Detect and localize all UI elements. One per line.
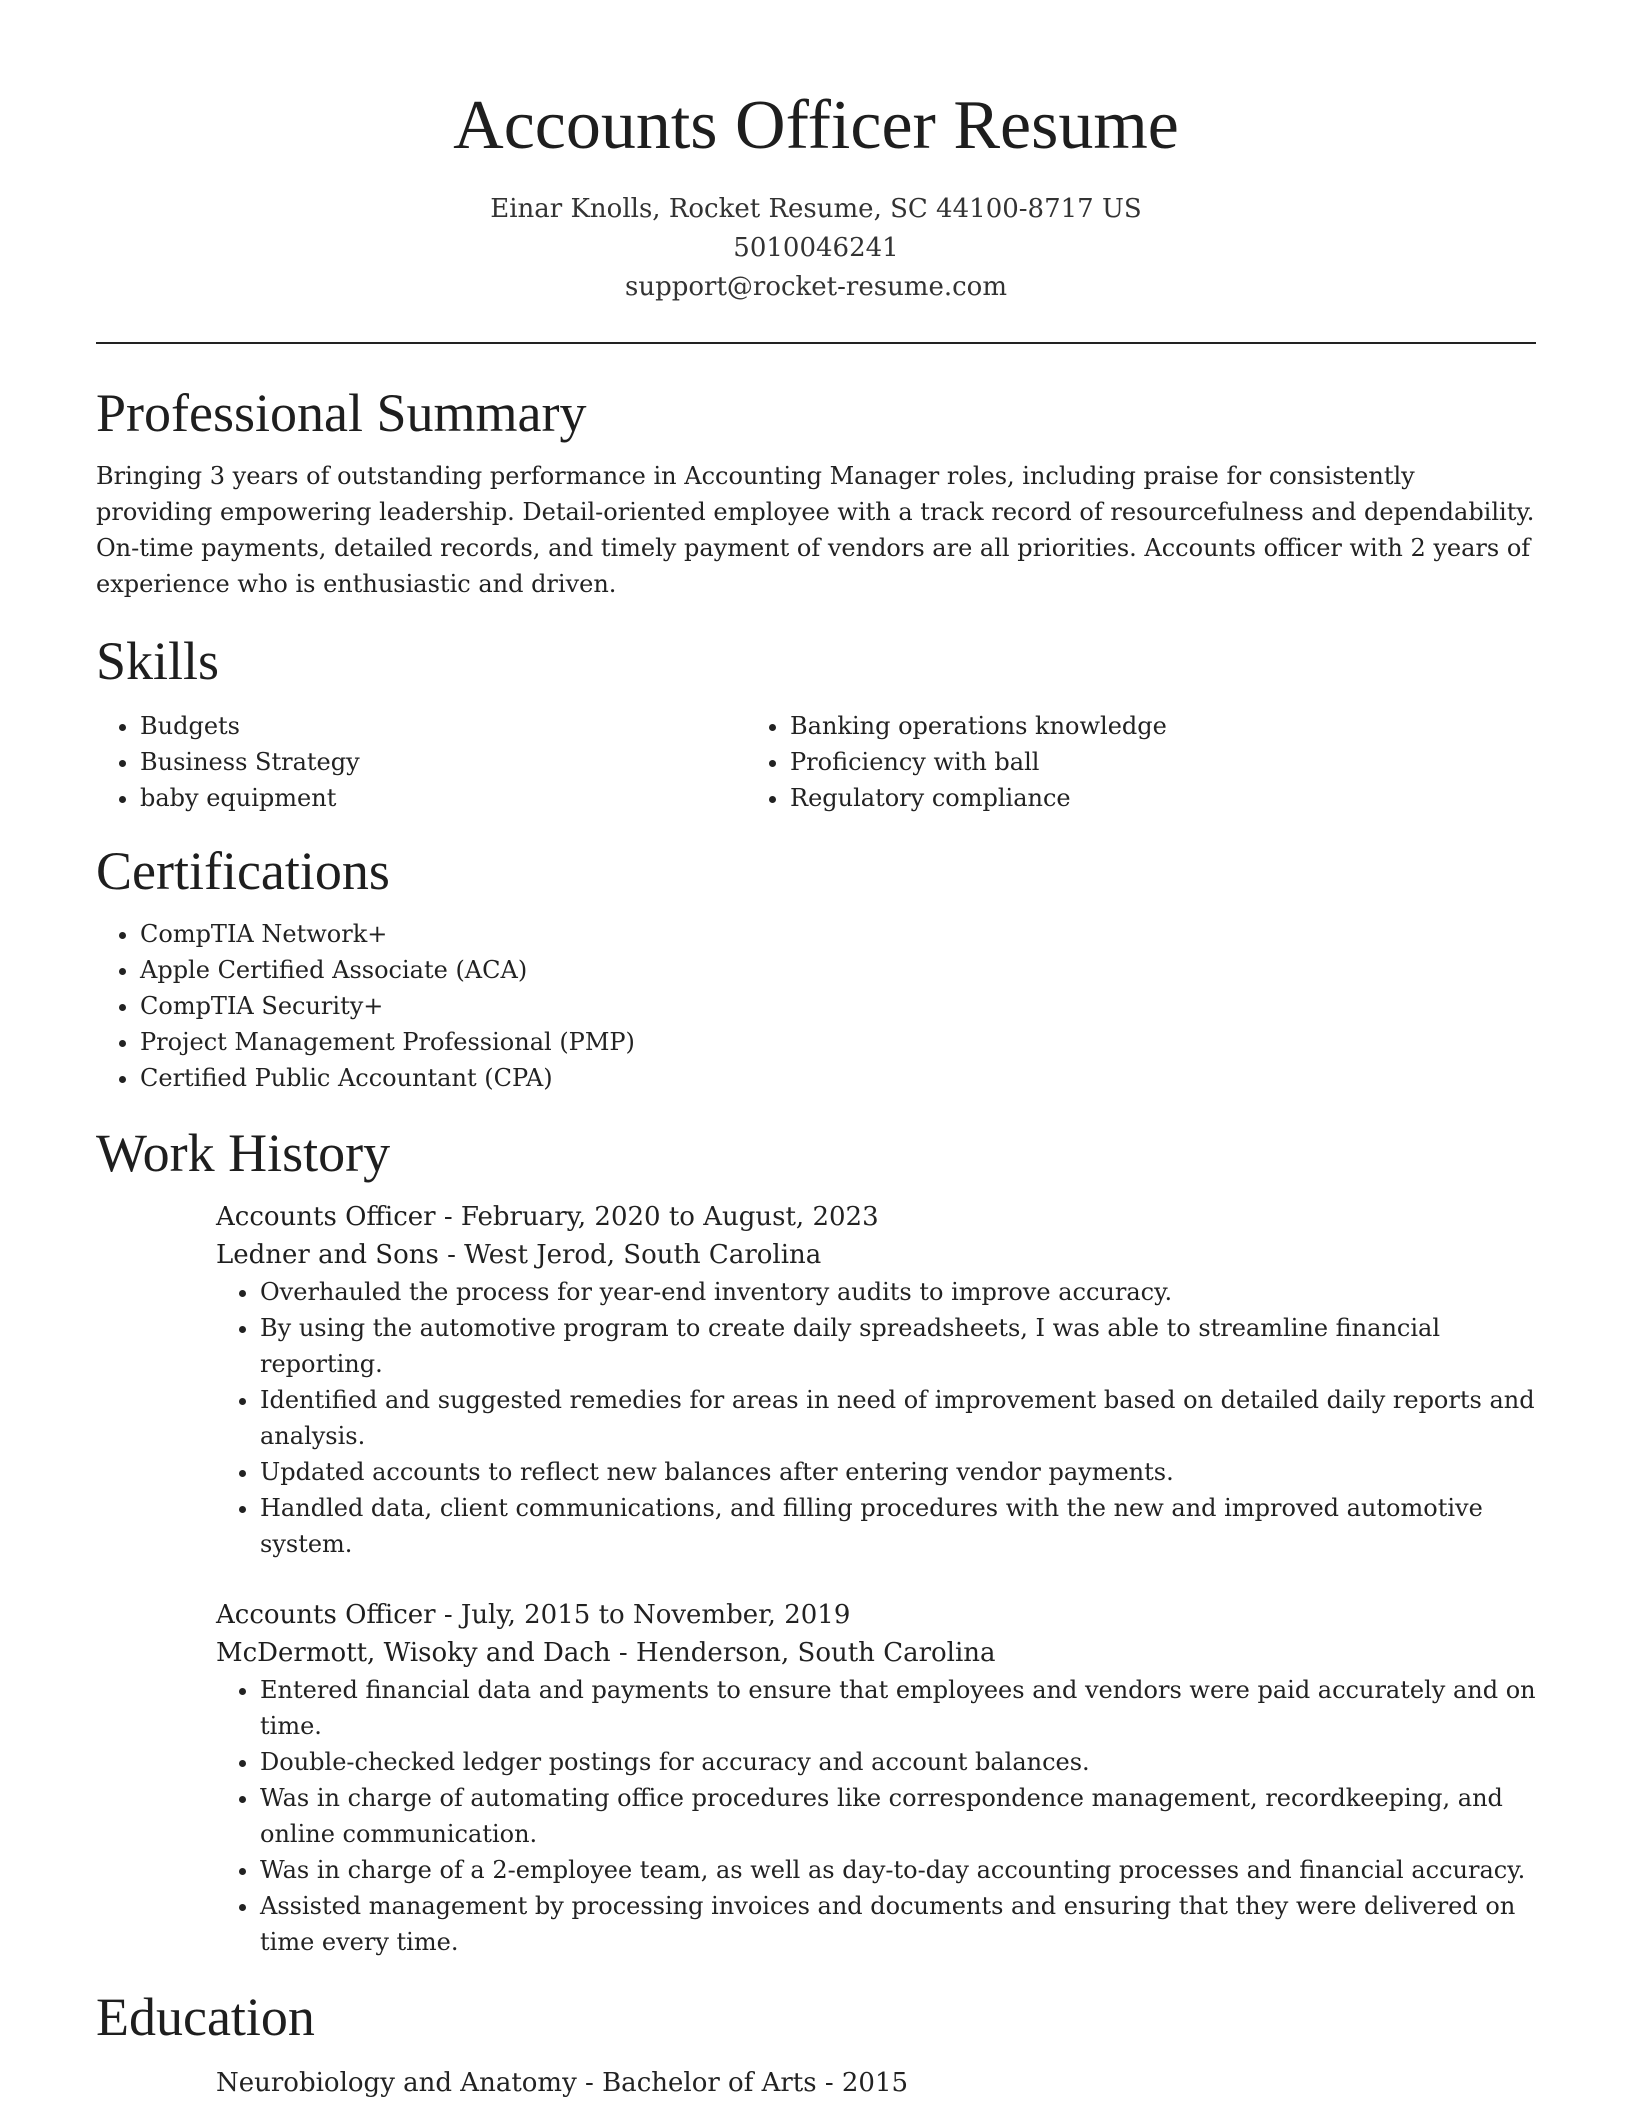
education-entry <box>216 2064 1536 2102</box>
job-duty-item: • Updated accounts to reflect new balances after entering vendor payments. <box>260 1454 1536 1490</box>
skills-section <box>96 626 1536 816</box>
skill-item: • Business Strategy <box>140 744 746 780</box>
education-degree: Neurobiology and Anatomy <box>216 2068 577 2098</box>
job-duty-item: • Overhauled the process for year-end inventory audits to improve accuracy. <box>260 1274 1536 1310</box>
job-duty-item: • Was in charge of a 2-employee team, as well as day-to-day accounting processes and financial accuracy. <box>260 1852 1536 1888</box>
summary-text: Bringing 3 years of outstanding performance in Accounting Manager roles, including praise for consistently providing empowering leadership. Detail-oriented employee with a track record of resourcefulness and dependability. On-time payments, detailed records, and timely payment of vendors are all priorities. Accounts officer with 2 years of experience who is enthusiastic and driven. <box>96 462 1535 598</box>
work-history-heading: Work History <box>96 1123 391 1183</box>
education-section <box>96 1982 1536 2102</box>
job-company: Ledner and Sons <box>216 1240 439 1270</box>
summary-heading: Professional Summary <box>96 383 587 443</box>
certifications-section <box>96 836 1536 1096</box>
work-history-section <box>96 1118 1536 1960</box>
contact-phone: 5010046241 <box>733 233 899 263</box>
skill-item: • Proficiency with ball <box>790 744 1396 780</box>
job-role: Accounts Officer <box>216 1202 436 1232</box>
job-title-line <box>216 1596 1536 1634</box>
education-heading: Education <box>96 1987 315 2047</box>
skill-item: • Budgets <box>140 708 746 744</box>
job-location: - West Jerod, South Carolina <box>438 1240 822 1270</box>
job-duty-item: • Identified and suggested remedies for areas in need of improvement based on detailed daily reports and analysis. <box>260 1382 1536 1454</box>
skills-list-left <box>96 708 746 816</box>
job-company: McDermott, Wisoky and Dach <box>216 1638 611 1668</box>
document-title: Accounts Officer Resume <box>453 87 1179 164</box>
education-details: - Bachelor of Arts - 2015 <box>576 2068 909 2098</box>
job-duties-list <box>216 1672 1536 1960</box>
certifications-heading: Certifications <box>96 841 390 901</box>
job-title-line <box>216 1198 1536 1236</box>
resume-header <box>0 0 1632 307</box>
certification-item: • CompTIA Security+ <box>140 988 1536 1024</box>
resume-body <box>96 378 1536 2102</box>
skill-item: • Banking operations knowledge <box>790 708 1396 744</box>
certification-item: • Project Management Professional (PMP) <box>140 1024 1536 1060</box>
skill-item: • baby equipment <box>140 780 746 816</box>
job-dates: - July, 2015 to November, 2019 <box>435 1600 851 1630</box>
contact-block <box>0 190 1632 307</box>
certifications-list <box>96 916 1536 1096</box>
contact-address: Einar Knolls, Rocket Resume, SC 44100-8717 US <box>490 194 1142 224</box>
job-entry <box>216 1596 1536 1960</box>
certification-item: • Certified Public Accountant (CPA) <box>140 1060 1536 1096</box>
summary-section <box>96 378 1536 602</box>
contact-email: support@rocket-resume.com <box>624 272 1007 302</box>
header-divider <box>96 342 1536 344</box>
certification-item: • Apple Certified Associate (ACA) <box>140 952 1536 988</box>
job-duty-item: • By using the automotive program to create daily spreadsheets, I was able to streamline financial reporting. <box>260 1310 1536 1382</box>
job-duties-list <box>216 1274 1536 1562</box>
skills-column-left <box>96 708 746 816</box>
job-duty-item: • Entered financial data and payments to ensure that employees and vendors were paid accurately and on time. <box>260 1672 1536 1744</box>
skills-grid <box>96 708 1536 816</box>
certification-item: • CompTIA Network+ <box>140 916 1536 952</box>
job-duty-item: • Handled data, client communications, and filling procedures with the new and improved automotive system. <box>260 1490 1536 1562</box>
skills-column-right <box>746 708 1396 816</box>
skill-item: • Regulatory compliance <box>790 780 1396 816</box>
job-dates: - February, 2020 to August, 2023 <box>435 1202 879 1232</box>
skills-heading: Skills <box>96 631 220 691</box>
job-entry <box>216 1198 1536 1562</box>
job-company-line <box>216 1236 1536 1274</box>
job-duty-item: • Double-checked ledger postings for accuracy and account balances. <box>260 1744 1536 1780</box>
job-duty-item: • Was in charge of automating office procedures like correspondence management, recordkeeping, and online communication. <box>260 1780 1536 1852</box>
job-location: - Henderson, South Carolina <box>610 1638 996 1668</box>
job-company-line <box>216 1634 1536 1672</box>
job-role: Accounts Officer <box>216 1600 436 1630</box>
job-duty-item: • Assisted management by processing invoices and documents and ensuring that they were delivered on time every time. <box>260 1888 1536 1960</box>
certifications-block <box>96 916 1536 1096</box>
skills-list-right <box>746 708 1396 816</box>
